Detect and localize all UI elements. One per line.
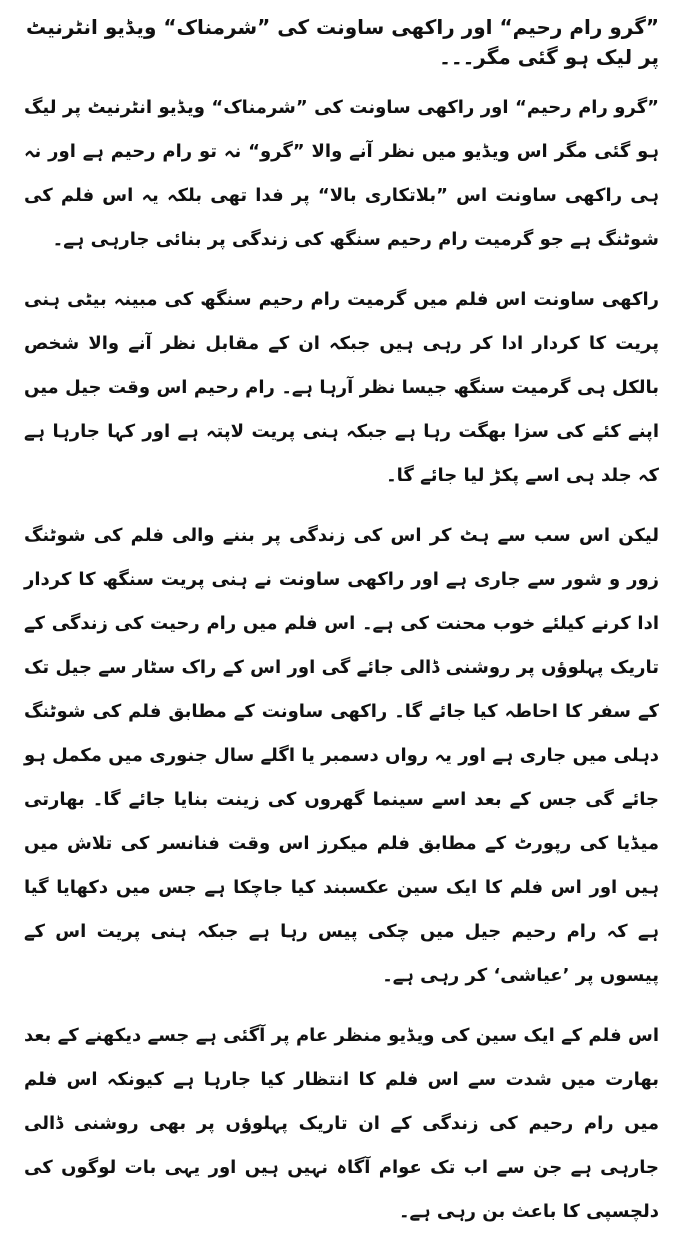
article-paragraph-2: راکھی ساونت اس فلم میں گرمیت رام رحیم سنگھ کی مبینہ بیٹی ہنی پریت کا کردار ادا کر رہی ہیں جبکہ ان کے مقابل نظر آنے والا شخص بالکل ہی گرمیت سنگھ جیسا نظر آرہا ہے۔ رام رحیم اس وقت جیل میں اپنے کئے کی سزا بھگت رہا ہے جبکہ ہنی پریت لاپتہ ہے اور کہا جارہا ہے کہ جلد ہی اسے پکڑ لیا جائے گا۔ <box>24 289 659 486</box>
article-headline: ”گرو رام رحیم“ اور راکھی ساونت کی ”شرمناک“ ویڈیو انٹرنیٹ پر لیک ہو گئی مگر۔۔۔ <box>26 15 659 69</box>
article-paragraph-1: ”گرو رام رحیم“ اور راکھی ساونت کی ”شرمناک“ ویڈیو انٹرنیٹ پر لیگ ہو گئی مگر اس ویڈیو میں نظر آنے والا ”گرو“ نہ تو رام رحیم ہے اور نہ ہی راکھی ساونت اس ”بلاتکاری بالا“ پر فدا تھی بلکہ یہ اس فلم کی شوٹنگ ہے جو گرمیت رام رحیم سنگھ کی زندگی پر بنائی جارہی ہے۔ <box>24 97 659 250</box>
article-paragraph-3: لیکن اس سب سے ہٹ کر اس کی زندگی پر بننے والی فلم کی شوٹنگ زور و شور سے جاری ہے اور راکھی ساونت نے ہنی پریت سنگھ کا کردار ادا کرنے کیلئے خوب محنت کی ہے۔ اس فلم میں رام رحیت کی زندگی کے تاریک پہلوؤں پر روشنی ڈالی جائے گی اور اس کے راک سٹار سے جیل تک کے سفر کا احاطہ کیا جائے گا۔ راکھی ساونت کے مطابق فلم کی شوٹنگ دہلی میں جاری ہے اور یہ رواں دسمبر یا اگلے سال جنوری میں مکمل ہو جائے گی جس کے بعد اسے سینما گھروں کی زینت بنایا جائے گا۔ بھارتی میڈیا کی رپورٹ کے مطابق فلم میکرز اس وقت فنانسر کی تلاش میں ہیں اور اس فلم کا ایک سین عکسبند کیا جاچکا ہے جس میں دکھایا گیا ہے کہ رام رحیم جیل میں چکی پیس رہا ہے جبکہ ہنی پریت اس کے پیسوں پر ’عیاشی‘ کر رہی ہے۔ <box>24 525 659 986</box>
article-paragraph-4: اس فلم کے ایک سین کی ویڈیو منظر عام پر آگئی ہے جسے دیکھنے کے بعد بھارت میں شدت سے اس فلم کا انتظار کیا جارہا ہے کیونکہ اس فلم میں رام رحیم کی زندگی کے ان تاریک پہلوؤں پر بھی روشنی ڈالی جارہی ہے جن سے اب تک عوام آگاہ نہیں ہیں اور یہی بات لوگوں کی دلچسپی کا باعث بن رہی ہے۔ <box>24 1025 659 1222</box>
article-body <box>24 12 659 1250</box>
